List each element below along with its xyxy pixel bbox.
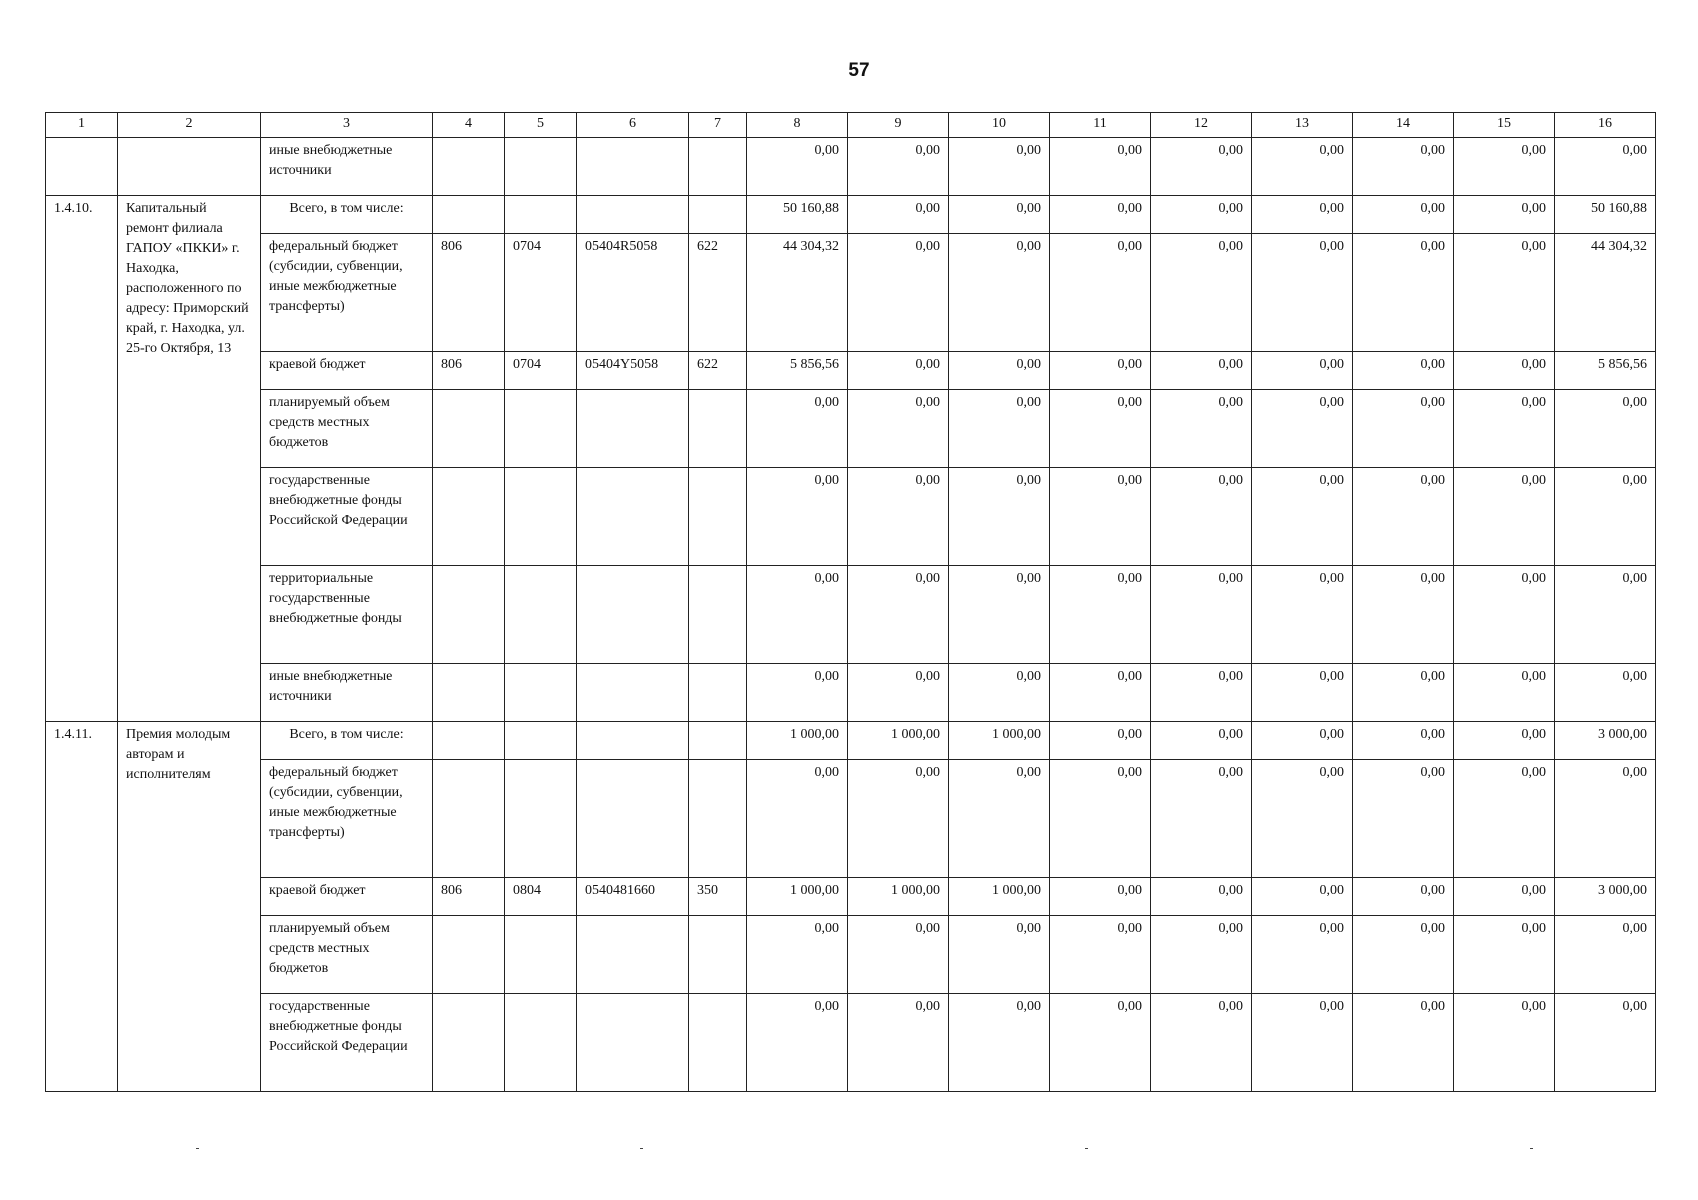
- code-cell: [433, 468, 505, 566]
- code-cell: 622: [689, 352, 747, 390]
- amount-cell: 0,00: [1353, 664, 1454, 722]
- amount-cell: 0,00: [848, 664, 949, 722]
- amount-cell: 44 304,32: [1555, 234, 1656, 352]
- amount-cell: 0,00: [1555, 390, 1656, 468]
- code-cell: [689, 916, 747, 994]
- table-row: [46, 138, 1656, 196]
- amount-cell: 0,00: [1151, 722, 1252, 760]
- amount-cell: 0,00: [949, 196, 1050, 234]
- amount-cell: 0,00: [1050, 664, 1151, 722]
- code-cell: [505, 468, 577, 566]
- amount-cell: 0,00: [1353, 138, 1454, 196]
- funding-source-cell: государственные внебюджетные фонды Российской Федерации: [261, 994, 433, 1092]
- amount-cell: 0,00: [1353, 468, 1454, 566]
- code-cell: [433, 760, 505, 878]
- table-row: [46, 994, 1656, 1092]
- column-number: 5: [505, 113, 577, 138]
- amount-cell: 0,00: [949, 468, 1050, 566]
- column-number: 10: [949, 113, 1050, 138]
- amount-cell: 0,00: [949, 566, 1050, 664]
- table-row: [46, 722, 1656, 760]
- amount-cell: 5 856,56: [747, 352, 848, 390]
- amount-cell: 0,00: [1555, 566, 1656, 664]
- amount-cell: 0,00: [949, 138, 1050, 196]
- amount-cell: 0,00: [1555, 138, 1656, 196]
- code-cell: [577, 390, 689, 468]
- amount-cell: 0,00: [848, 566, 949, 664]
- row-id-cell: 1.4.11.: [46, 722, 118, 1092]
- code-cell: [433, 566, 505, 664]
- amount-cell: 0,00: [1454, 664, 1555, 722]
- code-cell: [505, 722, 577, 760]
- amount-cell: 50 160,88: [1555, 196, 1656, 234]
- funding-source-cell: краевой бюджет: [261, 352, 433, 390]
- column-number: 9: [848, 113, 949, 138]
- column-number: 14: [1353, 113, 1454, 138]
- amount-cell: 0,00: [1353, 916, 1454, 994]
- amount-cell: 1 000,00: [747, 878, 848, 916]
- amount-cell: 0,00: [1454, 722, 1555, 760]
- funding-source-cell: Всего, в том числе:: [261, 196, 433, 234]
- code-cell: [689, 566, 747, 664]
- amount-cell: 0,00: [949, 234, 1050, 352]
- table-row: [46, 760, 1656, 878]
- event-title-cell: [118, 138, 261, 196]
- amount-cell: 0,00: [747, 664, 848, 722]
- code-cell: [433, 138, 505, 196]
- amount-cell: 0,00: [1555, 994, 1656, 1092]
- amount-cell: 0,00: [949, 994, 1050, 1092]
- amount-cell: 0,00: [1454, 468, 1555, 566]
- column-number: 11: [1050, 113, 1151, 138]
- amount-cell: 0,00: [1454, 760, 1555, 878]
- column-number: 1: [46, 113, 118, 138]
- table-row: [46, 878, 1656, 916]
- code-cell: [689, 722, 747, 760]
- amount-cell: 0,00: [949, 916, 1050, 994]
- amount-cell: 0,00: [747, 390, 848, 468]
- code-cell: 622: [689, 234, 747, 352]
- column-number: 16: [1555, 113, 1656, 138]
- amount-cell: 0,00: [1050, 390, 1151, 468]
- code-cell: 806: [433, 234, 505, 352]
- amount-cell: 0,00: [1151, 138, 1252, 196]
- amount-cell: 3 000,00: [1555, 722, 1656, 760]
- amount-cell: 0,00: [949, 760, 1050, 878]
- amount-cell: 0,00: [1050, 352, 1151, 390]
- amount-cell: 0,00: [747, 138, 848, 196]
- amount-cell: 0,00: [747, 916, 848, 994]
- amount-cell: 1 000,00: [747, 722, 848, 760]
- amount-cell: 0,00: [848, 138, 949, 196]
- code-cell: [433, 390, 505, 468]
- amount-cell: 0,00: [747, 566, 848, 664]
- amount-cell: 0,00: [1252, 878, 1353, 916]
- amount-cell: 0,00: [1454, 390, 1555, 468]
- amount-cell: 0,00: [1050, 722, 1151, 760]
- code-cell: [505, 916, 577, 994]
- amount-cell: 0,00: [1050, 760, 1151, 878]
- code-cell: [433, 664, 505, 722]
- funding-source-cell: федеральный бюджет (субсидии, субвенции, иные межбюджетные трансферты): [261, 234, 433, 352]
- amount-cell: 0,00: [1151, 390, 1252, 468]
- amount-cell: 0,00: [1555, 760, 1656, 878]
- table-body: [46, 138, 1656, 1092]
- amount-cell: 0,00: [1151, 760, 1252, 878]
- code-cell: [577, 664, 689, 722]
- funding-source-cell: планируемый объем средств местных бюджетов: [261, 390, 433, 468]
- amount-cell: 0,00: [1252, 916, 1353, 994]
- amount-cell: 0,00: [1353, 722, 1454, 760]
- column-number: 13: [1252, 113, 1353, 138]
- column-number: 4: [433, 113, 505, 138]
- amount-cell: 0,00: [1050, 468, 1151, 566]
- code-cell: 350: [689, 878, 747, 916]
- amount-cell: 0,00: [1151, 664, 1252, 722]
- amount-cell: 0,00: [1353, 566, 1454, 664]
- code-cell: [689, 760, 747, 878]
- amount-cell: 0,00: [949, 664, 1050, 722]
- scan-mark: [196, 1148, 199, 1149]
- scan-mark: [1085, 1148, 1088, 1149]
- code-cell: 0704: [505, 234, 577, 352]
- amount-cell: 0,00: [747, 994, 848, 1092]
- amount-cell: 0,00: [949, 352, 1050, 390]
- amount-cell: 0,00: [1151, 468, 1252, 566]
- amount-cell: 0,00: [1454, 352, 1555, 390]
- code-cell: [433, 722, 505, 760]
- column-number: 2: [118, 113, 261, 138]
- code-cell: [505, 994, 577, 1092]
- funding-source-cell: иные внебюджетные источники: [261, 664, 433, 722]
- amount-cell: 0,00: [1252, 352, 1353, 390]
- code-cell: [577, 196, 689, 234]
- code-cell: [689, 468, 747, 566]
- funding-source-cell: Всего, в том числе:: [261, 722, 433, 760]
- code-cell: [577, 138, 689, 196]
- amount-cell: 5 856,56: [1555, 352, 1656, 390]
- amount-cell: 0,00: [1151, 234, 1252, 352]
- row-id-cell: [46, 138, 118, 196]
- amount-cell: 1 000,00: [848, 722, 949, 760]
- table-row: [46, 916, 1656, 994]
- table-row: [46, 352, 1656, 390]
- amount-cell: 1 000,00: [949, 722, 1050, 760]
- code-cell: 806: [433, 352, 505, 390]
- code-cell: 0540481660: [577, 878, 689, 916]
- amount-cell: 0,00: [1151, 916, 1252, 994]
- code-cell: [505, 138, 577, 196]
- amount-cell: 0,00: [1252, 390, 1353, 468]
- code-cell: [505, 390, 577, 468]
- column-number: 3: [261, 113, 433, 138]
- amount-cell: 0,00: [1151, 878, 1252, 916]
- funding-source-cell: краевой бюджет: [261, 878, 433, 916]
- amount-cell: 0,00: [1050, 566, 1151, 664]
- table-row: [46, 566, 1656, 664]
- event-title-cell: Капитальный ремонт филиала ГАПОУ «ПККИ» г. Находка, расположенного по адресу: Приморский край, г. Находка, ул. 25-го Октября, 13: [118, 196, 261, 722]
- amount-cell: 44 304,32: [747, 234, 848, 352]
- amount-cell: 0,00: [1454, 916, 1555, 994]
- amount-cell: 0,00: [1252, 664, 1353, 722]
- amount-cell: 0,00: [1252, 760, 1353, 878]
- code-cell: 0804: [505, 878, 577, 916]
- scan-mark: [1530, 1148, 1533, 1149]
- table-row: [46, 196, 1656, 234]
- funding-source-cell: территориальные государственные внебюджетные фонды: [261, 566, 433, 664]
- column-number: 12: [1151, 113, 1252, 138]
- column-number: 7: [689, 113, 747, 138]
- amount-cell: 0,00: [1353, 390, 1454, 468]
- funding-source-cell: планируемый объем средств местных бюджетов: [261, 916, 433, 994]
- event-title-cell: Премия молодым авторам и исполнителям: [118, 722, 261, 1092]
- table-row: [46, 664, 1656, 722]
- amount-cell: 0,00: [1454, 994, 1555, 1092]
- amount-cell: 0,00: [848, 468, 949, 566]
- amount-cell: 0,00: [1151, 352, 1252, 390]
- code-cell: [505, 196, 577, 234]
- amount-cell: 0,00: [1252, 994, 1353, 1092]
- amount-cell: 0,00: [949, 390, 1050, 468]
- amount-cell: 0,00: [1353, 196, 1454, 234]
- amount-cell: 0,00: [1454, 138, 1555, 196]
- code-cell: [505, 664, 577, 722]
- amount-cell: 0,00: [1252, 234, 1353, 352]
- amount-cell: 0,00: [848, 760, 949, 878]
- amount-cell: 0,00: [1555, 916, 1656, 994]
- page-number: 57: [848, 60, 870, 81]
- amount-cell: 0,00: [1555, 664, 1656, 722]
- amount-cell: 0,00: [1050, 994, 1151, 1092]
- amount-cell: 0,00: [1252, 566, 1353, 664]
- row-id-cell: 1.4.10.: [46, 196, 118, 722]
- amount-cell: 0,00: [848, 390, 949, 468]
- amount-cell: 0,00: [1454, 566, 1555, 664]
- funding-source-cell: федеральный бюджет (субсидии, субвенции, иные межбюджетные трансферты): [261, 760, 433, 878]
- amount-cell: 1 000,00: [949, 878, 1050, 916]
- code-cell: [433, 994, 505, 1092]
- code-cell: [577, 994, 689, 1092]
- column-number-row: [46, 113, 1656, 138]
- code-cell: 806: [433, 878, 505, 916]
- amount-cell: 0,00: [848, 352, 949, 390]
- amount-cell: 0,00: [1353, 760, 1454, 878]
- amount-cell: 0,00: [848, 234, 949, 352]
- amount-cell: 0,00: [1151, 566, 1252, 664]
- amount-cell: 0,00: [1252, 468, 1353, 566]
- amount-cell: 3 000,00: [1555, 878, 1656, 916]
- amount-cell: 0,00: [1353, 352, 1454, 390]
- amount-cell: 0,00: [1252, 722, 1353, 760]
- table-row: [46, 390, 1656, 468]
- amount-cell: 0,00: [1252, 138, 1353, 196]
- code-cell: [577, 722, 689, 760]
- amount-cell: 0,00: [1050, 196, 1151, 234]
- amount-cell: 0,00: [848, 196, 949, 234]
- amount-cell: 0,00: [1050, 234, 1151, 352]
- amount-cell: 0,00: [747, 468, 848, 566]
- column-number: 15: [1454, 113, 1555, 138]
- amount-cell: 0,00: [1555, 468, 1656, 566]
- amount-cell: 1 000,00: [848, 878, 949, 916]
- budget-table: [45, 112, 1656, 1092]
- code-cell: [505, 760, 577, 878]
- code-cell: [689, 138, 747, 196]
- amount-cell: 0,00: [747, 760, 848, 878]
- amount-cell: 0,00: [1252, 196, 1353, 234]
- amount-cell: 0,00: [1454, 234, 1555, 352]
- amount-cell: 0,00: [1050, 878, 1151, 916]
- amount-cell: 0,00: [1353, 234, 1454, 352]
- code-cell: [689, 994, 747, 1092]
- table-row: [46, 468, 1656, 566]
- amount-cell: 0,00: [1454, 196, 1555, 234]
- amount-cell: 0,00: [1151, 994, 1252, 1092]
- amount-cell: 50 160,88: [747, 196, 848, 234]
- amount-cell: 0,00: [1050, 138, 1151, 196]
- amount-cell: 0,00: [1050, 916, 1151, 994]
- funding-source-cell: иные внебюджетные источники: [261, 138, 433, 196]
- code-cell: [505, 566, 577, 664]
- code-cell: [577, 916, 689, 994]
- code-cell: [689, 664, 747, 722]
- code-cell: [689, 390, 747, 468]
- code-cell: [433, 916, 505, 994]
- code-cell: 0704: [505, 352, 577, 390]
- code-cell: [689, 196, 747, 234]
- scan-mark: [640, 1148, 643, 1149]
- code-cell: 05404R5058: [577, 234, 689, 352]
- code-cell: [577, 760, 689, 878]
- amount-cell: 0,00: [1454, 878, 1555, 916]
- code-cell: 05404Y5058: [577, 352, 689, 390]
- column-number: 6: [577, 113, 689, 138]
- amount-cell: 0,00: [848, 994, 949, 1092]
- table-row: [46, 234, 1656, 352]
- funding-source-cell: государственные внебюджетные фонды Российской Федерации: [261, 468, 433, 566]
- code-cell: [577, 566, 689, 664]
- column-number: 8: [747, 113, 848, 138]
- amount-cell: 0,00: [1353, 994, 1454, 1092]
- amount-cell: 0,00: [1151, 196, 1252, 234]
- code-cell: [577, 468, 689, 566]
- amount-cell: 0,00: [848, 916, 949, 994]
- code-cell: [433, 196, 505, 234]
- amount-cell: 0,00: [1353, 878, 1454, 916]
